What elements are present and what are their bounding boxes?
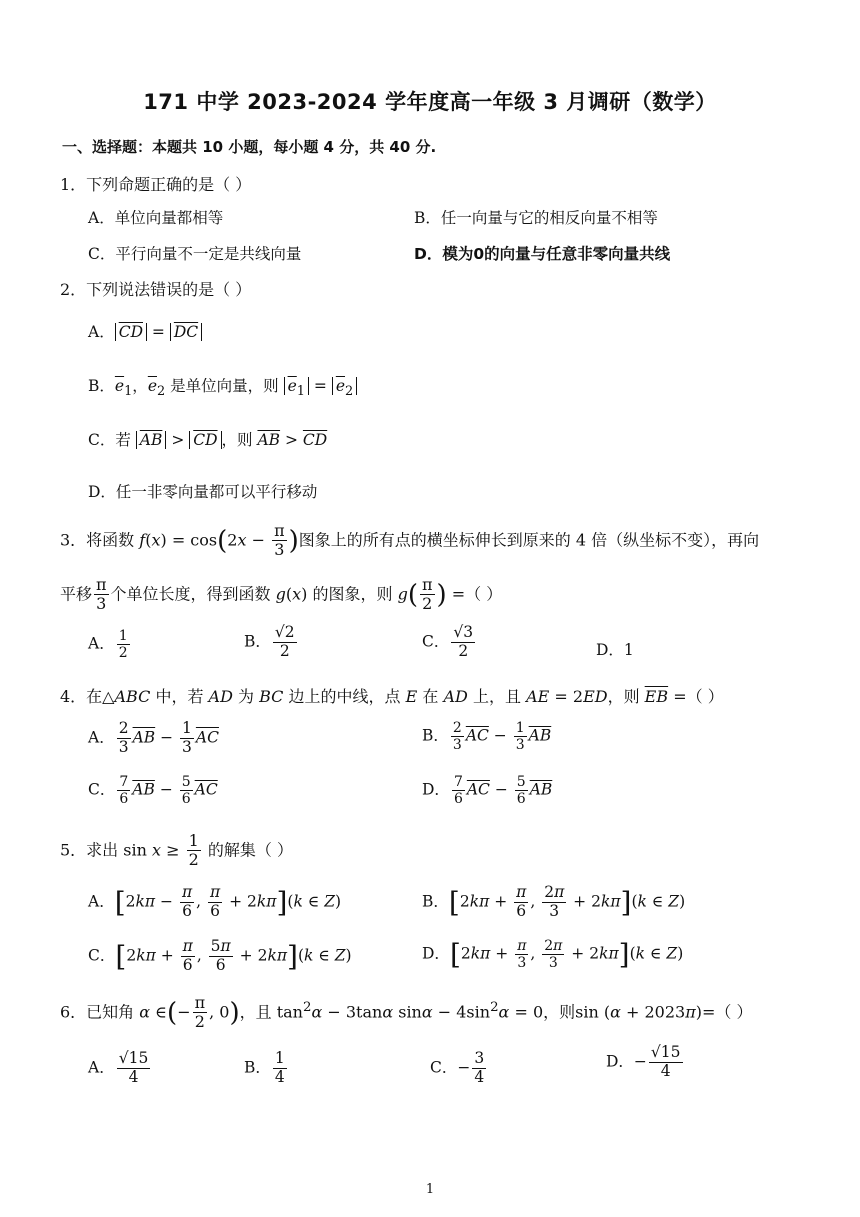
q5-option-d: D．[2kπ + $\frac{\pi}{3}$ , $\frac{2\pi}{3}$ + 2kπ](k ∈ Z) xyxy=(422,938,684,972)
q3-option-b: B． $\frac{√2}{2}$ xyxy=(244,623,295,660)
q6-option-c: C．− $\frac{3}{4}$ xyxy=(430,1049,485,1086)
q3-option-d: D．1 xyxy=(596,641,634,659)
q4-option-a: A． $\frac{2}{3}$ $\overline{AB}$ − $\frac{1}{3}$ $\overline{AC}$ xyxy=(88,719,219,756)
q5-option-c: C．[2kπ + $\frac{\pi}{6}$ , $\frac{5\pi}{6}$ + 2kπ](k ∈ Z) xyxy=(88,937,352,974)
q1-option-d: D．模为0的向量与任意非零向量共线 xyxy=(414,245,671,263)
q4-option-d: D． $\frac{7}{6}$ $\overline{AC}$ − $\frac{5}{6}$ $\overline{AB}$ xyxy=(422,774,553,808)
q5-option-a: A．[2kπ − $\frac{\pi}{6}$ , $\frac{\pi}{6}$ + 2kπ](k ∈ Z) xyxy=(88,883,342,920)
q2-option-d: D．任一非零向量都可以平行移动 xyxy=(88,483,318,501)
q2-option-a: A． $\overline{CD} = \overline{DC}$ xyxy=(88,320,202,342)
q1-option-a: A．单位向量都相等 xyxy=(88,209,224,227)
q2-stem: 2．下列说法错误的是（ ） xyxy=(60,280,252,299)
q2-option-b: B．$\overline{e}_1$，$\overline{e}_2$ 是单位向量，则 $\overline{e}_1 = \overline{e}_2$ xyxy=(88,374,357,399)
q1-stem: 1．下列命题正确的是（ ） xyxy=(60,175,252,194)
q6-option-b: B． $\frac{1}{4}$ xyxy=(244,1049,285,1086)
q6-stem: 6．已知角 α ∈(− $\frac{\pi}{2}$ , 0)，且 $\tan^2\alpha - 3\tan\alpha$ $\sin\alpha - 4\sin^2\alpha = 0$，则sin (α + 2023π)=（ ） xyxy=(60,993,753,1032)
q6-option-d: D．− $\frac{√15}{4}$ xyxy=(606,1043,681,1080)
q3-stem-line1: 3．将函数 f(x) = cos(2x − $\frac{\pi}{3}$ )图象上的所有点的横坐标伸长到原来的 4 倍（纵坐标不变），再向 xyxy=(60,521,760,560)
q5-stem: 5．求出 sin x ≥ $\frac{1}{2}$ 的解集（ ） xyxy=(60,831,293,870)
page-number: 1 xyxy=(425,1182,435,1197)
q3-stem-line2: 平移 $\frac{\pi}{3}$ 个单位长度，得到函数 g(x) 的图象，则 g( $\frac{\pi}{2}$ ) =（ ） xyxy=(60,575,503,614)
q4-stem: 4．在△ABC 中，若 AD 为 BC 边上的中线，点 E 在 AD 上，且 AE = 2ED，则 $\overline{EB}$ =（ ） xyxy=(60,687,724,706)
q4-option-c: C． $\frac{7}{6}$ $\overline{AB}$ − $\frac{5}{6}$ $\overline{AC}$ xyxy=(88,774,218,808)
q4-option-b: B． $\frac{2}{3}$ $\overline{AC}$ − $\frac{1}{3}$ $\overline{AB}$ xyxy=(422,720,552,754)
q3-option-c: C． $\frac{√3}{2}$ xyxy=(422,623,474,660)
q5-option-b: B．[2kπ + $\frac{\pi}{6}$ , $\frac{2\pi}{3}$ + 2kπ](k ∈ Z) xyxy=(422,883,686,920)
q1-option-c: C．平行向量不一定是共线向量 xyxy=(88,245,302,263)
q1-option-b: B．任一向量与它的相反向量不相等 xyxy=(414,209,658,227)
q6-option-a: A． $\frac{√15}{4}$ xyxy=(88,1049,149,1086)
q3-option-a: A． $\frac{1}{2}$ xyxy=(88,628,128,662)
q2-option-c: C．若 $\overline{AB} > \overline{CD}$ ，则 $\overline{AB} > \overline{CD}$ xyxy=(88,431,328,449)
exam-title: 171 中学 2023-2024 学年度高一年级 3 月调研（数学） xyxy=(143,90,717,114)
section-heading: 一、选择题：本题共 10 小题，每小题 4 分，共 40 分. xyxy=(62,138,437,156)
